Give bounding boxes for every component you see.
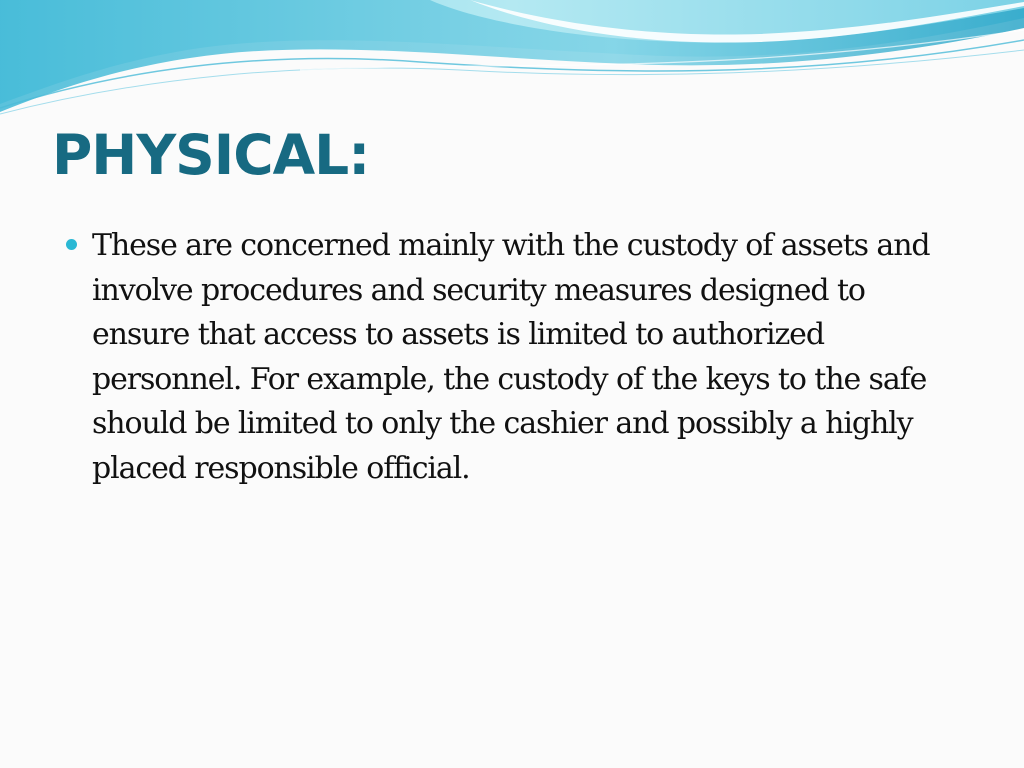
bullet-text: These are concerned mainly with the custody of assets and involve procedures and security measures designed to ensure that access to assets is limited to authorized personnel. For example, the custody of the keys to the safe should be limited to only the cashier and possibly a highly placed responsible official.: [92, 228, 930, 486]
decorative-wave-banner: [0, 0, 1024, 120]
bullet-dot-icon: [66, 239, 77, 250]
bullet-item: [62, 224, 962, 491]
bullet-list: [62, 224, 962, 491]
slide-title: PHYSICAL:: [52, 123, 370, 187]
